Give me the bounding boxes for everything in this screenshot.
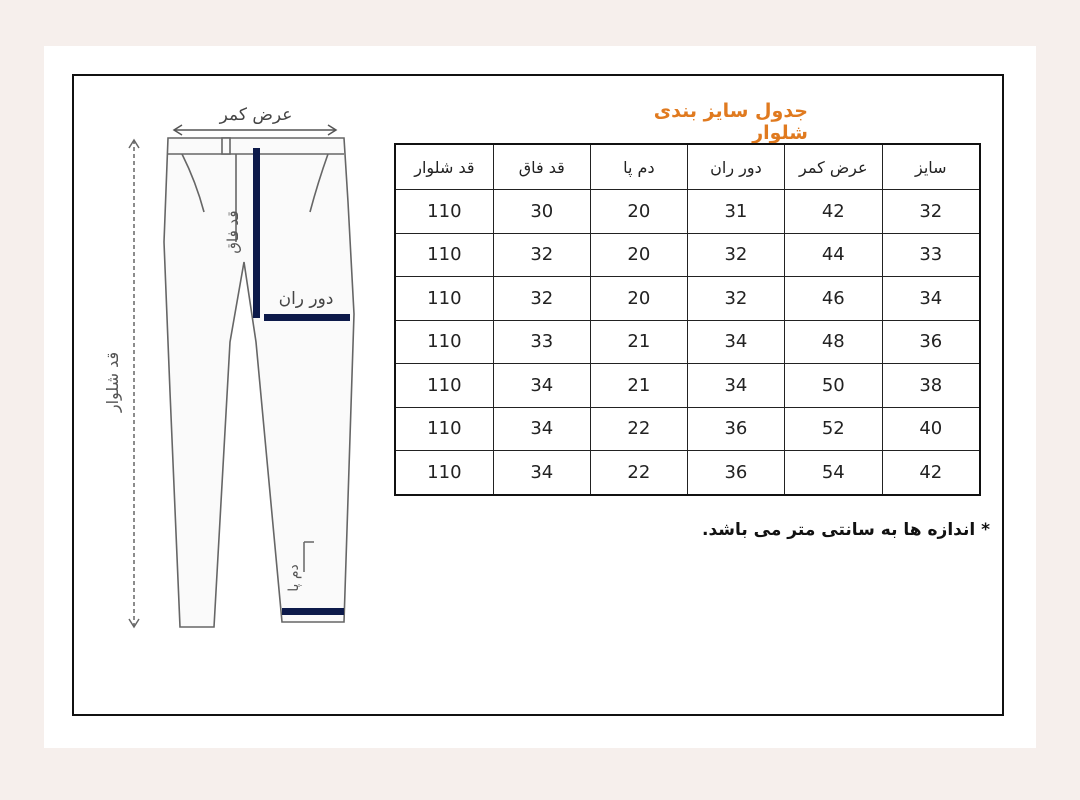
table-cell: 40: [882, 407, 980, 451]
table-cell: 30: [493, 190, 590, 234]
table-cell: 42: [882, 451, 980, 495]
table-row: [395, 364, 980, 408]
table-cell: 110: [395, 190, 493, 234]
table-cell: 48: [784, 320, 882, 364]
table-cell: 110: [395, 364, 493, 408]
chart-title: جدول سایز بندی شلوار: [653, 100, 808, 144]
waist-label: عرض کمر: [219, 105, 293, 125]
waist-measure: [174, 105, 336, 135]
table-cell: 52: [784, 407, 882, 451]
table-cell: 50: [784, 364, 882, 408]
header-cell: دم پا: [590, 144, 687, 190]
table-cell: 110: [395, 233, 493, 277]
table-cell: 110: [395, 277, 493, 321]
table-cell: 21: [590, 364, 687, 408]
units-note: * اندازه ها به سانتی متر می باشد.: [701, 520, 990, 540]
table-cell: 33: [493, 320, 590, 364]
table-cell: 20: [590, 190, 687, 234]
table-cell: 34: [493, 407, 590, 451]
table-row: [395, 233, 980, 277]
table-cell: 34: [882, 277, 980, 321]
table-cell: 42: [784, 190, 882, 234]
table-row: [395, 320, 980, 364]
table-cell: 32: [687, 277, 784, 321]
table-cell: 34: [687, 364, 784, 408]
header-cell: قد شلوار: [395, 144, 493, 190]
table-cell: 44: [784, 233, 882, 277]
table-cell: 20: [590, 277, 687, 321]
table-row: [395, 407, 980, 451]
header-cell: قد فاق: [493, 144, 590, 190]
length-label: قد شلوار: [103, 351, 122, 413]
table-cell: 33: [882, 233, 980, 277]
table-cell: 21: [590, 320, 687, 364]
table-cell: 32: [882, 190, 980, 234]
pants-diagram: [96, 92, 376, 642]
table-cell: 22: [590, 451, 687, 495]
header-cell: عرض کمر: [784, 144, 882, 190]
table-cell: 34: [493, 451, 590, 495]
table-cell: 34: [687, 320, 784, 364]
table-row: [395, 277, 980, 321]
table-cell: 32: [493, 233, 590, 277]
thigh-label: دور ران: [278, 289, 334, 309]
table-cell: 20: [590, 233, 687, 277]
table-cell: 38: [882, 364, 980, 408]
table-cell: 36: [687, 407, 784, 451]
size-table: [394, 143, 981, 496]
rise-label: قد فاق: [224, 210, 242, 254]
table-cell: 22: [590, 407, 687, 451]
table-cell: 110: [395, 451, 493, 495]
table-cell: 54: [784, 451, 882, 495]
table-header-row: [395, 144, 980, 190]
table-cell: 110: [395, 320, 493, 364]
header-cell: دور ران: [687, 144, 784, 190]
table-cell: 34: [493, 364, 590, 408]
table-row: [395, 190, 980, 234]
hem-label: دم پا: [286, 564, 302, 592]
table-cell: 110: [395, 407, 493, 451]
table-cell: 36: [882, 320, 980, 364]
header-cell: سایز: [882, 144, 980, 190]
table-cell: 32: [687, 233, 784, 277]
length-measure: [103, 140, 139, 627]
table-cell: 32: [493, 277, 590, 321]
table-cell: 31: [687, 190, 784, 234]
table-cell: 46: [784, 277, 882, 321]
table-cell: 36: [687, 451, 784, 495]
table-row: [395, 451, 980, 495]
